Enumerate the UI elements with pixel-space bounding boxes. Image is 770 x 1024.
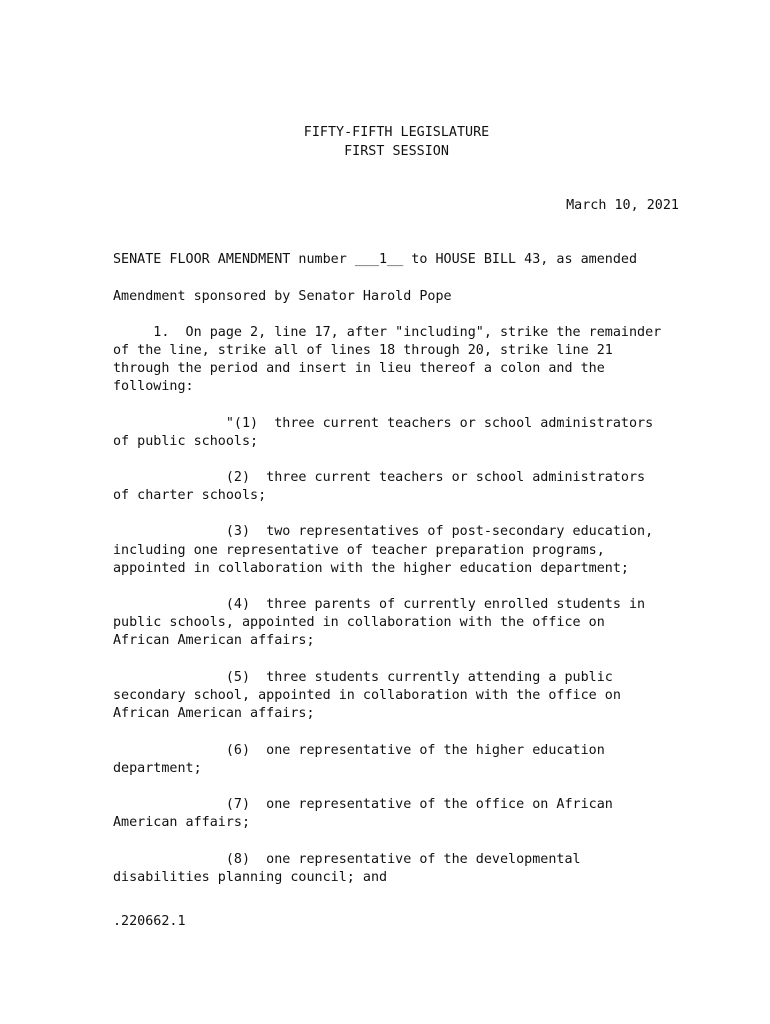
instruction-line: through the period and insert in lieu thereof a colon and the: [113, 361, 605, 376]
amendment-number: ___1__: [354, 252, 404, 267]
document-number: .220662.1: [113, 914, 186, 929]
legislature-heading: FIFTY-FIFTH LEGISLATURE: [303, 125, 490, 140]
instruction-line: following:: [113, 379, 194, 394]
sponsor-line: Amendment sponsored by Senator Harold Pope: [113, 289, 452, 304]
item-4-line: African American affairs;: [113, 633, 315, 648]
item-6-line: (6) one representative of the higher education: [113, 743, 605, 758]
item-1-line: "(1) three current teachers or school administrators: [113, 416, 654, 431]
item-5-line: (5) three students currently attending a public: [113, 670, 613, 685]
amendment-suffix: to HOUSE BILL 43, as amended: [403, 252, 638, 267]
instruction-line: 1. On page 2, line 17, after "including", strike the remainder: [113, 325, 662, 340]
item-7-line: (7) one representative of the office on African: [113, 797, 613, 812]
item-3-line: including one representative of teacher preparation programs,: [113, 543, 605, 558]
item-4-line: (4) three parents of currently enrolled students in: [113, 597, 646, 612]
item-8-line: disabilities planning council; and: [113, 870, 388, 885]
item-3-line: (3) two representatives of post-secondary education,: [113, 524, 654, 539]
item-7-line: American affairs;: [113, 815, 251, 830]
item-5-line: secondary school, appointed in collaboration with the office on: [113, 688, 621, 703]
item-2-line: of charter schools;: [113, 488, 267, 503]
item-4-line: public schools, appointed in collaboration with the office on: [113, 615, 605, 630]
document-date: March 10, 2021: [566, 198, 679, 213]
session-heading: FIRST SESSION: [344, 144, 449, 159]
amendment-title: [113, 251, 637, 269]
amendment-prefix: SENATE FLOOR AMENDMENT number: [113, 252, 355, 267]
item-5-line: African American affairs;: [113, 706, 315, 721]
item-8-line: (8) one representative of the developmental: [113, 852, 581, 867]
instruction-line: of the line, strike all of lines 18 through 20, strike line 21: [113, 343, 613, 358]
item-1-line: of public schools;: [113, 434, 259, 449]
item-2-line: (2) three current teachers or school administrators: [113, 470, 646, 485]
item-6-line: department;: [113, 761, 202, 776]
item-3-line: appointed in collaboration with the higher education department;: [113, 561, 629, 576]
